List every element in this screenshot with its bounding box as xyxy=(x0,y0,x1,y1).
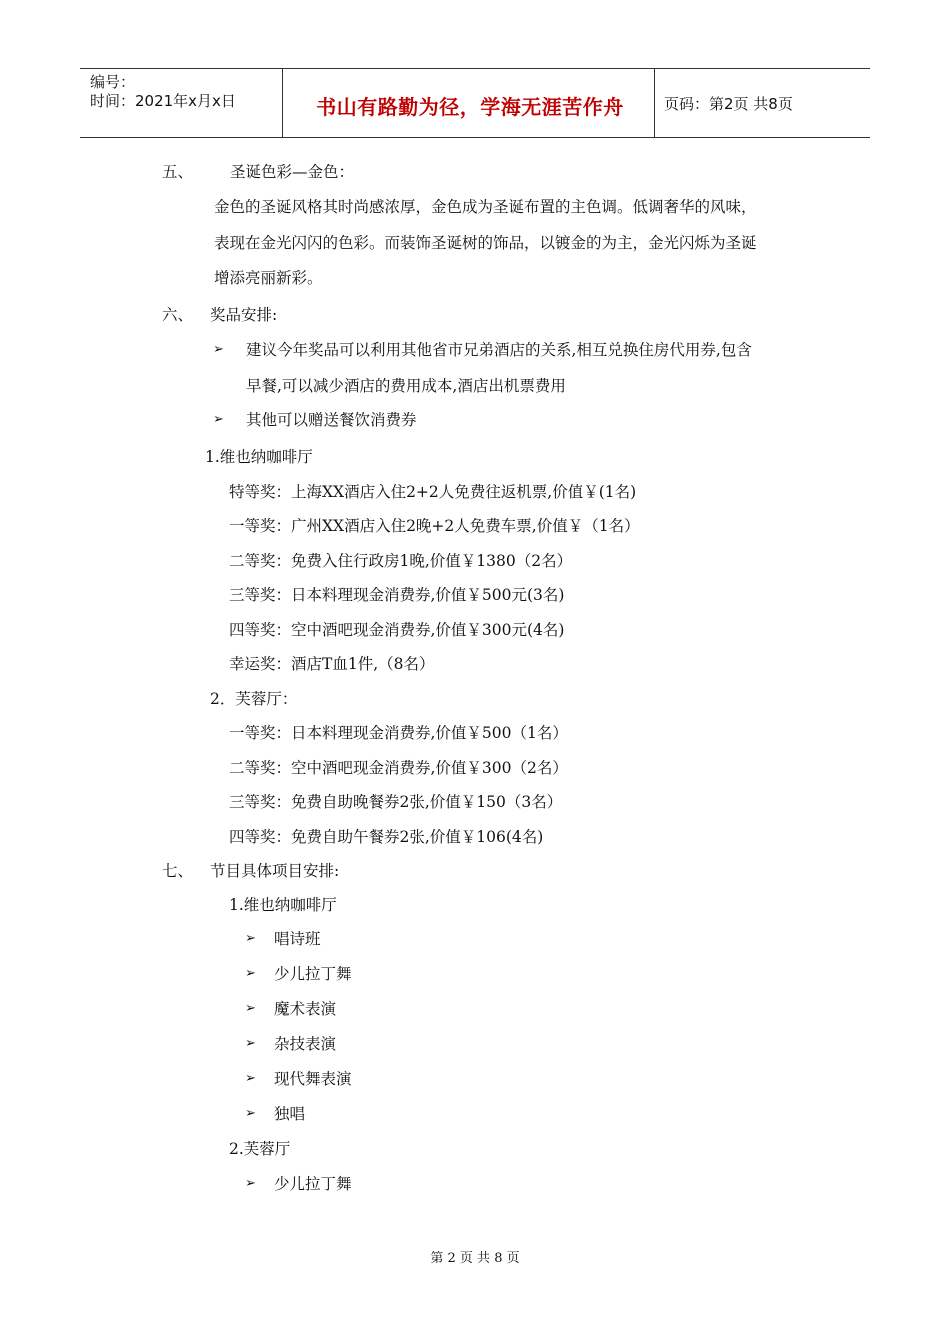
header-divider xyxy=(282,69,283,137)
prize-item: 幸运奖：酒店T血1件,（8名） xyxy=(229,655,435,673)
arrow-bullet-icon: ➢ xyxy=(245,1176,256,1191)
number-label: 编号： xyxy=(90,73,136,91)
section5-paragraph-line: 表现在金光闪闪的色彩。而装饰圣诞树的饰品，以镀金的为主，金光闪烁为圣诞 xyxy=(214,234,757,252)
header-meta xyxy=(90,73,236,111)
arrow-bullet-icon: ➢ xyxy=(245,931,256,946)
prize-item: 二等奖：空中酒吧现金消费券,价值￥300（2名） xyxy=(229,759,568,777)
prize-suggestion-line: 建议今年奖品可以利用其他省市兄弟酒店的关系,相互兑换住房代用券,包含 xyxy=(246,341,752,359)
prize-item: 一等奖：日本料理现金消费券,价值￥500（1名） xyxy=(229,724,568,742)
prize-item: 四等奖：免费自助午餐券2张,价值￥106(4名) xyxy=(229,828,544,846)
program-item: 魔术表演 xyxy=(274,1000,337,1018)
prize-item: 特等奖：上海XX酒店入住2+2人免费往返机票,价值￥(1名) xyxy=(229,483,637,501)
program-item: 独唱 xyxy=(274,1105,306,1123)
prize-item: 一等奖：广州XX酒店入住2晚+2人免费车票,价值￥（1名） xyxy=(229,517,640,535)
venue-title: 2．芙蓉厅： xyxy=(210,690,298,708)
section7-heading: 节目具体项目安排: xyxy=(210,862,340,880)
program-item: 唱诗班 xyxy=(274,930,321,948)
section5-number: 五、 xyxy=(162,163,194,181)
venue-title: 1.维也纳咖啡厅 xyxy=(205,448,313,466)
program-item: 少儿拉丁舞 xyxy=(274,965,352,983)
page-footer: 第 2 页 共 8 页 xyxy=(430,1251,520,1266)
section5-paragraph-line: 金色的圣诞风格其时尚感浓厚，金色成为圣诞布置的主色调。低调奢华的风味， xyxy=(214,198,757,216)
prize-item: 三等奖：日本料理现金消费券,价值￥500元(3名) xyxy=(229,586,565,604)
arrow-bullet-icon: ➢ xyxy=(213,342,224,357)
program-item: 现代舞表演 xyxy=(274,1070,352,1088)
arrow-bullet-icon: ➢ xyxy=(245,1106,256,1121)
section6-number: 六、 xyxy=(162,306,194,324)
prize-suggestion-line: 其他可以赠送餐饮消费券 xyxy=(246,411,417,429)
prize-item: 三等奖：免费自助晚餐券2张,价值￥150（3名） xyxy=(229,793,563,811)
program-item: 少儿拉丁舞 xyxy=(274,1175,352,1193)
prize-item: 四等奖：空中酒吧现金消费券,价值￥300元(4名) xyxy=(229,621,565,639)
time-label: 时间：2021年x月x日 xyxy=(90,92,236,110)
arrow-bullet-icon: ➢ xyxy=(213,412,224,427)
arrow-bullet-icon: ➢ xyxy=(245,1001,256,1016)
program-item: 杂技表演 xyxy=(274,1035,337,1053)
arrow-bullet-icon: ➢ xyxy=(245,1071,256,1086)
prize-suggestion-line: 早餐,可以减少酒店的费用成本,酒店出机票费用 xyxy=(246,377,566,395)
header-table xyxy=(80,68,870,138)
venue-title: 2.芙蓉厅 xyxy=(229,1140,291,1158)
section5-heading: 圣诞色彩—金色： xyxy=(230,163,355,181)
arrow-bullet-icon: ➢ xyxy=(245,1036,256,1051)
header-motto: 书山有路勤为径，学海无涯苦作舟 xyxy=(316,95,624,119)
section7-number: 七、 xyxy=(162,862,194,880)
section6-heading: 奖品安排: xyxy=(210,306,278,324)
arrow-bullet-icon: ➢ xyxy=(245,966,256,981)
prize-item: 二等奖：免费入住行政房1晚,价值￥1380（2名） xyxy=(229,552,573,570)
header-page-info: 页码：第2页 共8页 xyxy=(664,95,793,113)
venue-title: 1.维也纳咖啡厅 xyxy=(229,896,337,914)
section5-paragraph-line: 增添亮丽新彩。 xyxy=(214,269,323,287)
